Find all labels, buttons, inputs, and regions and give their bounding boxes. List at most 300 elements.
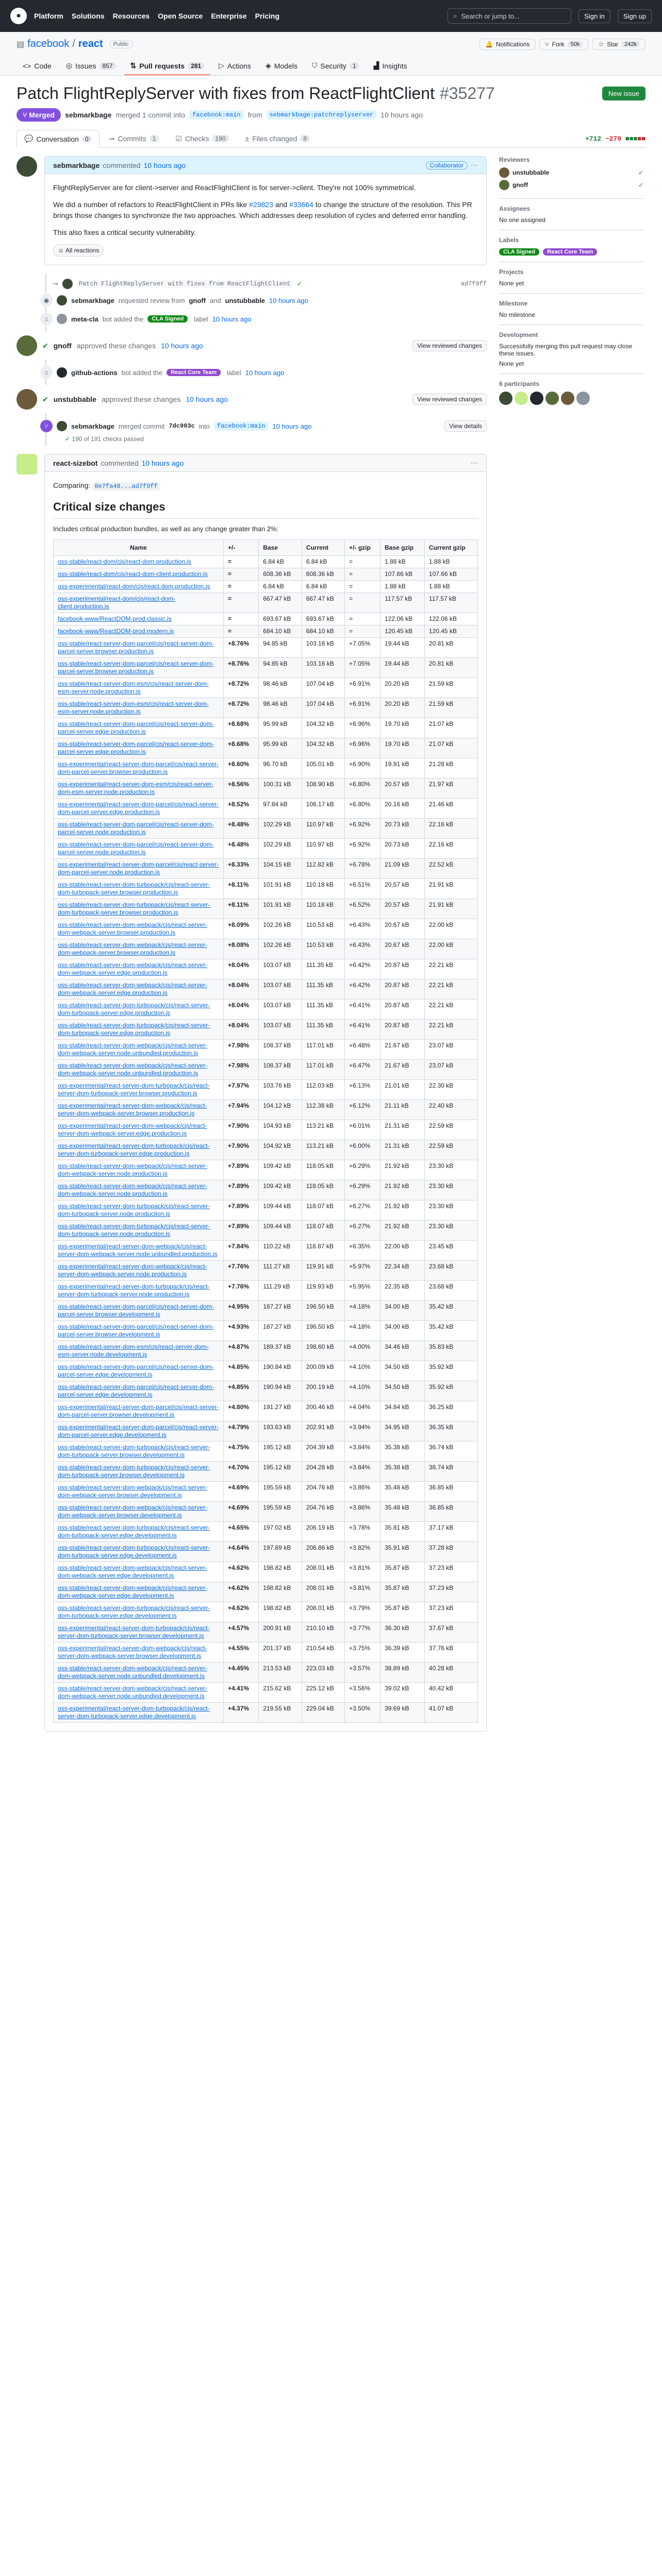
delta-cell: +8.48% <box>224 818 259 838</box>
avatar[interactable] <box>57 367 67 378</box>
bundle-name-cell <box>54 939 224 959</box>
bundle-name-cell <box>54 637 224 657</box>
base-gzip-cell: 20.57 kB <box>380 899 425 919</box>
bundle-link[interactable]: oss-stable/react-server-dom-turbopack/cjs/react-server-dom-turbopack-server.edge.development.js <box>58 1604 210 1619</box>
delta-gzip-cell: +6.13% <box>345 1079 380 1099</box>
tag-icon: ⌂ <box>40 366 53 379</box>
bundle-link[interactable]: oss-experimental/react-server-dom-turbopack/cjs/react-server-dom-turbopack-server.edge.production.js <box>58 1142 210 1157</box>
event-time[interactable]: 10 hours ago <box>269 296 308 304</box>
bundle-link[interactable]: oss-stable/react-server-dom-parcel/cjs/react-server-dom-parcel-server.browser.development.js <box>58 1302 214 1318</box>
current-gzip-cell: 36.85 kB <box>424 1481 477 1501</box>
bundle-link[interactable]: oss-stable/react-server-dom-webpack/cjs/react-server-dom-webpack-server.edge.development.js <box>58 1564 208 1579</box>
table-row <box>54 580 478 592</box>
bundle-link[interactable]: oss-stable/react-server-dom-turbopack/cjs/react-server-dom-turbopack-server.node.production.js <box>58 1202 210 1217</box>
bundle-link[interactable]: oss-experimental/react-server-dom-webpack/cjs/react-server-dom-webpack-server.browser.development.js <box>58 1644 207 1659</box>
bundle-name-cell <box>54 1019 224 1039</box>
base-gzip-cell: 20.73 kB <box>380 818 425 838</box>
base-cell: 187.27 kB <box>259 1320 302 1341</box>
base-gzip-cell: 21.67 kB <box>380 1039 425 1059</box>
current-cell: 204.76 kB <box>302 1481 344 1501</box>
base-branch[interactable]: facebook:main <box>214 421 269 431</box>
reviewer-item[interactable] <box>499 167 643 178</box>
section-title: Reviewers <box>499 156 530 163</box>
table-row <box>54 1200 478 1220</box>
delta-cell: +8.68% <box>224 738 259 758</box>
base-gzip-cell: 34.95 kB <box>380 1421 425 1441</box>
view-reviewed-changes-button[interactable]: View reviewed changes <box>412 340 487 351</box>
bundle-link[interactable]: oss-stable/react-server-dom-turbopack/cjs/react-server-dom-turbopack-server.node.production.js <box>58 1222 210 1238</box>
table-row <box>54 738 478 758</box>
bundle-link[interactable]: oss-stable/react-server-dom-turbopack/cjs/react-server-dom-turbopack-server.edge.production.js <box>58 1001 210 1016</box>
base-cell: 195.12 kB <box>259 1461 302 1481</box>
tab-models[interactable] <box>259 57 304 75</box>
current-gzip-cell: 120.45 kB <box>424 625 477 637</box>
avatar[interactable] <box>530 392 543 405</box>
avatar[interactable] <box>16 389 37 410</box>
merge-sha[interactable]: 7dc903c <box>169 422 195 430</box>
event-approved <box>16 385 487 414</box>
bundle-link[interactable]: oss-stable/react-server-dom-webpack/cjs/react-server-dom-webpack-server.node.unbundled.development.js <box>58 1684 208 1700</box>
notifications-button[interactable] <box>479 39 535 50</box>
base-branch[interactable]: facebook:main <box>189 110 244 120</box>
base-cell: 109.44 kB <box>259 1200 302 1220</box>
check-icon: ✓ <box>638 181 643 189</box>
tab-actions[interactable] <box>212 57 257 75</box>
event-actor[interactable]: github-actions <box>71 368 118 377</box>
table-row <box>54 1039 478 1059</box>
milestone-section <box>499 294 643 325</box>
table-row <box>54 979 478 999</box>
base-cell: 103.07 kB <box>259 1019 302 1039</box>
current-cell: 108.90 kB <box>302 778 344 798</box>
star-count: 242k <box>621 41 640 47</box>
repo-tabs <box>16 57 646 75</box>
event-actor[interactable]: sebmarkbage <box>71 422 114 430</box>
comment-time[interactable]: 10 hours ago <box>141 459 184 467</box>
bundle-link[interactable]: oss-stable/react-server-dom-webpack/cjs/react-server-dom-webpack-server.node.unbundled.production.js <box>58 1041 208 1057</box>
tab-label: Insights <box>382 61 407 70</box>
participants-avatars <box>499 392 643 405</box>
base-cell: 693.67 kB <box>259 613 302 625</box>
nav-pricing[interactable]: Pricing <box>255 12 280 20</box>
bundle-link[interactable]: oss-stable/react-server-dom-webpack/cjs/react-server-dom-webpack-server.browser.production.js <box>58 921 208 936</box>
delta-gzip-cell: +6.27% <box>345 1220 380 1240</box>
pr-link[interactable]: #29823 <box>249 200 273 209</box>
participants-section <box>499 374 643 411</box>
bundle-link[interactable]: oss-experimental/react-server-dom-parcel/cjs/react-server-dom-parcel-server.node.production.js <box>58 860 219 876</box>
checks-text: 190 of 191 checks passed <box>72 435 144 443</box>
section-title: Development <box>499 331 538 338</box>
comment-time[interactable]: 10 hours ago <box>143 161 186 170</box>
bundle-link[interactable]: oss-stable/react-server-dom-webpack/cjs/react-server-dom-webpack-server.node.production.js <box>58 1162 208 1177</box>
bundle-name-cell <box>54 959 224 979</box>
avatar[interactable] <box>499 392 512 405</box>
additions: +712 <box>585 134 602 143</box>
tab-checks[interactable] <box>168 130 236 147</box>
delta-gzip-cell: +6.42% <box>345 979 380 999</box>
event-time[interactable]: 10 hours ago <box>272 422 312 430</box>
pr-author[interactable]: sebmarkbage <box>65 111 112 119</box>
bundle-name-cell <box>54 838 224 858</box>
delta-cell: +7.89% <box>224 1200 259 1220</box>
current-cell: 103.16 kB <box>302 637 344 657</box>
tab-security[interactable] <box>306 57 366 75</box>
bundle-link[interactable]: oss-stable/react-server-dom-webpack/cjs/react-server-dom-webpack-server.edge.production.js <box>58 961 208 976</box>
avatar[interactable] <box>57 295 67 306</box>
avatar[interactable] <box>561 392 574 405</box>
base-gzip-cell: 35.87 kB <box>380 1582 425 1602</box>
delta-gzip-cell: +6.41% <box>345 1019 380 1039</box>
tab-count: 1 <box>350 62 359 70</box>
delta-gzip-cell: +6.52% <box>345 899 380 919</box>
reviewer-name[interactable]: unstubbable <box>225 296 265 304</box>
base-gzip-cell: 35.48 kB <box>380 1481 425 1501</box>
base-gzip-cell: 35.87 kB <box>380 1562 425 1582</box>
delta-cell: +8.72% <box>224 698 259 718</box>
repo-name-link[interactable]: react <box>78 38 103 49</box>
bundle-name-cell <box>54 1200 224 1220</box>
text: to change the structure of the resolution. This PR brings those changes to synchronize the two approaches. Which addresses deep resolution of cycles and deferred error handling. <box>53 200 472 219</box>
delta-cell: +7.97% <box>224 1079 259 1099</box>
current-cell: 200.09 kB <box>302 1361 344 1381</box>
bundle-link[interactable]: oss-stable/react-server-dom-turbopack/cjs/react-server-dom-turbopack-server.edge.development.js <box>58 1523 210 1539</box>
base-gzip-cell: 35.81 kB <box>380 1521 425 1541</box>
compare-link[interactable]: 0e7fa48...ad7f9ff <box>92 482 159 490</box>
table-row <box>54 592 478 613</box>
table-row <box>54 637 478 657</box>
delta-gzip-cell: +4.10% <box>345 1381 380 1401</box>
delta-gzip-cell: +3.81% <box>345 1562 380 1582</box>
bundle-link[interactable]: oss-experimental/react-server-dom-turbopack/cjs/react-server-dom-turbopack-server.browser.production.js <box>58 1081 210 1097</box>
delta-cell: +8.68% <box>224 718 259 738</box>
bundle-link[interactable]: oss-stable/react-server-dom-parcel/cjs/react-server-dom-parcel-server.browser.development.js <box>58 1323 214 1338</box>
delta-gzip-cell: +4.18% <box>345 1300 380 1320</box>
graph-icon: ▟ <box>373 61 379 70</box>
section-title: 6 participants <box>499 380 540 387</box>
base-gzip-cell: 36.30 kB <box>380 1622 425 1642</box>
delta-gzip-cell: +4.10% <box>345 1361 380 1381</box>
check-icon[interactable]: ✓ <box>296 280 303 287</box>
current-gzip-cell: 23.68 kB <box>424 1280 477 1300</box>
commit-message[interactable]: Patch FlightReplyServer with fixes from ReactFlightClient <box>77 280 292 288</box>
tab-conversation[interactable] <box>16 130 100 148</box>
current-gzip-cell: 22.52 kB <box>424 858 477 878</box>
bundle-link[interactable]: oss-stable/react-server-dom-parcel/cjs/react-server-dom-parcel-server.browser.production.js <box>58 659 214 675</box>
column-header: Base gzip <box>380 539 425 555</box>
bundle-link[interactable]: oss-stable/react-server-dom-webpack/cjs/react-server-dom-webpack-server.edge.development.js <box>58 1584 208 1599</box>
bundle-link[interactable]: oss-stable/react-server-dom-turbopack/cjs/react-server-dom-turbopack-server.browser.production.js <box>58 901 210 916</box>
nav-solutions[interactable]: Solutions <box>71 12 105 20</box>
merge-text: merged 1 commit into <box>115 111 185 119</box>
bundle-link[interactable]: oss-stable/react-server-dom-esm/cjs/react-server-dom-esm-server.node.development.js <box>58 1343 209 1358</box>
bundle-name-cell <box>54 555 224 568</box>
base-gzip-cell: 21.31 kB <box>380 1120 425 1140</box>
bundle-name-cell <box>54 613 224 625</box>
bundle-link[interactable]: oss-stable/react-server-dom-webpack/cjs/react-server-dom-webpack-server.node.production.js <box>58 1182 208 1197</box>
bundle-link[interactable]: oss-stable/react-server-dom-parcel/cjs/react-server-dom-parcel-server.node.production.js <box>58 840 214 856</box>
event-time[interactable]: 10 hours ago <box>186 395 228 403</box>
delta-cell: +8.60% <box>224 758 259 778</box>
avatar[interactable] <box>545 392 559 405</box>
current-cell: 112.38 kB <box>302 1099 344 1120</box>
nav-open-source[interactable]: Open Source <box>158 12 203 20</box>
base-gzip-cell: 34.00 kB <box>380 1320 425 1341</box>
head-branch[interactable]: sebmarkbage:patchreplyserver <box>267 110 377 120</box>
table-row <box>54 613 478 625</box>
bundle-link[interactable]: oss-stable/react-server-dom-turbopack/cjs/react-server-dom-turbopack-server.browser.production.js <box>58 880 210 896</box>
current-cell: 113.21 kB <box>302 1140 344 1160</box>
delta-gzip-cell: +6.01% <box>345 1120 380 1140</box>
pr-number: #35277 <box>439 84 495 103</box>
delta-gzip-cell: +6.91% <box>345 677 380 698</box>
delta-gzip-cell: +3.57% <box>345 1662 380 1682</box>
current-gzip-cell: 21.07 kB <box>424 718 477 738</box>
bundle-name-cell <box>54 1099 224 1120</box>
current-cell: 223.03 kB <box>302 1662 344 1682</box>
bundle-link[interactable]: facebook-www/ReactDOM-prod.modern.js <box>58 627 174 635</box>
bundle-link[interactable]: oss-stable/react-server-dom-webpack/cjs/react-server-dom-webpack-server.browser.development.js <box>58 1483 208 1499</box>
label-pill[interactable]: CLA Signed <box>147 315 188 323</box>
table-row <box>54 1662 478 1682</box>
current-cell: 225.12 kB <box>302 1682 344 1702</box>
tab-insights[interactable] <box>368 57 413 75</box>
delta-cell: +4.95% <box>224 1300 259 1320</box>
bundle-name-cell <box>54 657 224 677</box>
delta-gzip-cell: +6.27% <box>345 1200 380 1220</box>
new-issue-button[interactable]: New issue <box>602 87 646 100</box>
comment-box <box>44 156 487 265</box>
bundle-link[interactable]: oss-stable/react-server-dom-parcel/cjs/react-server-dom-parcel-server.browser.production.js <box>58 639 214 655</box>
bundle-link[interactable]: oss-stable/react-server-dom-parcel/cjs/react-server-dom-parcel-server.edge.development.js <box>58 1363 214 1378</box>
current-cell: 110.97 kB <box>302 838 344 858</box>
tab-count: 1 <box>150 135 159 142</box>
bundle-link[interactable]: oss-stable/react-server-dom-parcel/cjs/react-server-dom-parcel-server.edge.development.js <box>58 1383 214 1398</box>
table-row <box>54 657 478 677</box>
delta-cell: +4.70% <box>224 1461 259 1481</box>
bundle-link[interactable]: oss-stable/react-server-dom-parcel/cjs/react-server-dom-parcel-server.edge.production.js <box>58 740 214 755</box>
bundle-link[interactable]: oss-experimental/react-server-dom-webpack/cjs/react-server-dom-webpack-server.node.production.js <box>58 1262 207 1278</box>
fork-count: 50k <box>568 41 583 47</box>
current-gzip-cell: 23.30 kB <box>424 1220 477 1240</box>
comparing-line <box>53 480 478 491</box>
view-details-button[interactable]: View details <box>444 420 487 432</box>
bundle-link[interactable]: oss-experimental/react-server-dom-turbopack/cjs/react-server-dom-turbopack-server.node.production.js <box>58 1282 210 1298</box>
base-cell: 608.36 kB <box>259 568 302 580</box>
tab-issues[interactable] <box>60 57 122 75</box>
pr-link[interactable]: #33664 <box>289 200 313 209</box>
sign-up-button[interactable]: Sign up <box>618 9 652 23</box>
event-label-added <box>40 310 487 328</box>
commit-sha[interactable]: ad7f9ff <box>460 280 487 287</box>
bundle-link[interactable]: oss-stable/react-server-dom-webpack/cjs/react-server-dom-webpack-server.node.unbundled.development.js <box>58 1664 208 1680</box>
bundle-link[interactable]: oss-stable/react-dom/cjs/react-dom.production.js <box>58 557 191 565</box>
sign-in-button[interactable]: Sign in <box>578 9 610 23</box>
base-gzip-cell: 34.46 kB <box>380 1341 425 1361</box>
delta-cell: +8.11% <box>224 899 259 919</box>
column-header: +/- gzip <box>345 539 380 555</box>
base-cell: 103.07 kB <box>259 979 302 999</box>
tab-code[interactable] <box>16 57 58 75</box>
kebab-menu-icon[interactable]: ⋯ <box>471 161 478 169</box>
label-pill[interactable]: CLA Signed <box>499 248 539 256</box>
base-gzip-cell: 20.20 kB <box>380 677 425 698</box>
bundle-link[interactable]: oss-experimental/react-server-dom-parcel/cjs/react-server-dom-parcel-server.edge.production.js <box>58 800 219 816</box>
avatar[interactable] <box>57 421 67 431</box>
tab-pull-requests[interactable] <box>124 57 211 75</box>
comment-author[interactable]: sebmarkbage <box>53 161 100 170</box>
bundle-name-cell <box>54 1441 224 1461</box>
avatar[interactable] <box>16 335 37 356</box>
bundle-link[interactable]: oss-experimental/react-server-dom-webpack/cjs/react-server-dom-webpack-server.node.unbundled.production.js <box>58 1242 218 1258</box>
table-row <box>54 1421 478 1441</box>
bundle-link[interactable]: oss-stable/react-server-dom-turbopack/cjs/react-server-dom-turbopack-server.browser.development.js <box>58 1443 210 1459</box>
tab-commits[interactable] <box>102 130 167 147</box>
delta-cell: +4.85% <box>224 1361 259 1381</box>
bundle-link[interactable]: oss-experimental/react-server-dom-turbopack/cjs/react-server-dom-turbopack-server.edge.development.js <box>58 1704 210 1720</box>
bundle-link[interactable]: oss-stable/react-server-dom-turbopack/cjs/react-server-dom-turbopack-server.edge.production.js <box>58 1021 210 1037</box>
event-time[interactable]: 10 hours ago <box>245 368 285 377</box>
event-actor[interactable]: meta-cla <box>71 315 98 323</box>
bundle-link[interactable]: oss-stable/react-server-dom-webpack/cjs/react-server-dom-webpack-server.edge.production.js <box>58 981 208 996</box>
event-actor[interactable]: gnoff <box>53 342 72 350</box>
star-button[interactable] <box>592 39 646 50</box>
table-row <box>54 1019 478 1039</box>
current-gzip-cell: 23.30 kB <box>424 1200 477 1220</box>
table-row <box>54 758 478 778</box>
issue-icon: ◎ <box>65 61 73 70</box>
bundle-name-cell <box>54 568 224 580</box>
current-gzip-cell: 37.67 kB <box>424 1622 477 1642</box>
current-cell: 111.35 kB <box>302 999 344 1019</box>
reviewer-name[interactable]: gnoff <box>189 296 206 304</box>
current-cell: 118.07 kB <box>302 1200 344 1220</box>
bundle-link[interactable]: oss-experimental/react-server-dom-webpack/cjs/react-server-dom-webpack-server.browser.production.js <box>58 1101 207 1117</box>
delta-gzip-cell: +6.90% <box>345 758 380 778</box>
current-gzip-cell: 23.68 kB <box>424 1260 477 1280</box>
nav-platform[interactable]: Platform <box>34 12 63 20</box>
visibility-badge: Public <box>109 40 133 48</box>
eye-icon: ◉ <box>40 294 53 307</box>
base-gzip-cell: 34.50 kB <box>380 1381 425 1401</box>
bundle-link[interactable]: oss-experimental/react-dom/cjs/react-dom-client.production.js <box>58 595 176 610</box>
bundle-link[interactable]: oss-experimental/react-server-dom-turbopack/cjs/react-server-dom-turbopack-server.browser.development.js <box>58 1624 210 1639</box>
bundle-link[interactable]: oss-stable/react-server-dom-parcel/cjs/react-server-dom-parcel-server.edge.production.js <box>58 720 214 735</box>
delta-gzip-cell: +6.43% <box>345 919 380 939</box>
tab-count: 0 <box>82 135 92 143</box>
column-header: Current <box>302 539 344 555</box>
avatar[interactable] <box>515 392 528 405</box>
delta-cell: +7.90% <box>224 1140 259 1160</box>
base-cell: 193.63 kB <box>259 1421 302 1441</box>
current-cell: 208.01 kB <box>302 1582 344 1602</box>
bundle-link[interactable]: oss-experimental/react-server-dom-esm/cjs/react-server-dom-esm-server.node.production.js <box>58 780 214 795</box>
reviewer-item[interactable] <box>499 180 643 190</box>
bundle-link[interactable]: oss-experimental/react-dom/cjs/react-dom.production.js <box>58 582 210 590</box>
avatar[interactable] <box>62 279 73 289</box>
current-cell: 105.01 kB <box>302 758 344 778</box>
bundle-link[interactable]: oss-stable/react-dom/cjs/react-dom-client.production.js <box>58 570 208 578</box>
bundle-name-cell <box>54 1320 224 1341</box>
bundle-name-cell <box>54 919 224 939</box>
comment-author[interactable]: react-sizebot <box>53 459 98 467</box>
base-cell: 684.10 kB <box>259 625 302 637</box>
label-pill[interactable]: React Core Team <box>543 248 597 256</box>
bundle-link[interactable]: facebook-www/ReactDOM-prod.classic.js <box>58 615 172 622</box>
check-circle-icon: ✔ <box>42 341 48 350</box>
current-gzip-cell: 21.59 kB <box>424 677 477 698</box>
delta-cell: +8.76% <box>224 637 259 657</box>
fork-button[interactable] <box>539 39 588 50</box>
size-description: Includes critical production bundles, as well as any change greater than 2%: <box>53 525 279 533</box>
current-cell: 118.05 kB <box>302 1160 344 1180</box>
current-gzip-cell: 23.07 kB <box>424 1059 477 1079</box>
kebab-menu-icon[interactable]: ⋯ <box>471 459 478 467</box>
delta-gzip-cell: = <box>345 625 380 637</box>
nav-enterprise[interactable]: Enterprise <box>211 12 247 20</box>
bundle-link[interactable]: oss-stable/react-server-dom-esm/cjs/react-server-dom-esm-server.node.production.js <box>58 680 209 695</box>
bundle-link[interactable]: oss-experimental/react-server-dom-webpack/cjs/react-server-dom-webpack-server.edge.production.js <box>58 1122 207 1137</box>
tab-count: 190 <box>212 135 229 142</box>
table-row <box>54 1521 478 1541</box>
event-actor[interactable]: unstubbable <box>53 395 96 403</box>
event-time[interactable]: 10 hours ago <box>161 342 203 350</box>
avatar[interactable] <box>57 314 67 324</box>
base-cell: 190.84 kB <box>259 1361 302 1381</box>
delta-cell: +7.84% <box>224 1240 259 1260</box>
base-cell: 102.26 kB <box>259 919 302 939</box>
tab-label: Files changed <box>252 134 297 143</box>
base-cell: 104.15 kB <box>259 858 302 878</box>
bundle-link[interactable]: oss-experimental/react-server-dom-parcel/cjs/react-server-dom-parcel-server.browser.production.js <box>58 760 219 775</box>
bundle-name-cell <box>54 758 224 778</box>
base-cell: 667.47 kB <box>259 592 302 613</box>
bundle-link[interactable]: oss-stable/react-server-dom-webpack/cjs/react-server-dom-webpack-server.browser.production.js <box>58 941 208 956</box>
current-cell: 118.05 kB <box>302 1180 344 1200</box>
bundle-link[interactable]: oss-experimental/react-server-dom-parcel/cjs/react-server-dom-parcel-server.edge.development.js <box>58 1423 219 1438</box>
avatar[interactable] <box>16 454 37 474</box>
github-logo-icon[interactable]: ● <box>10 8 27 24</box>
base-gzip-cell: 120.45 kB <box>380 625 425 637</box>
nav-resources[interactable]: Resources <box>112 12 150 20</box>
bundle-link[interactable]: oss-stable/react-server-dom-turbopack/cjs/react-server-dom-turbopack-server.browser.development.js <box>58 1463 210 1479</box>
repo-owner-link[interactable]: facebook <box>27 38 70 49</box>
bell-icon: 🔔 <box>485 40 493 48</box>
bundle-link[interactable]: oss-stable/react-server-dom-webpack/cjs/react-server-dom-webpack-server.node.unbundled.production.js <box>58 1061 208 1077</box>
bundle-name-cell <box>54 1120 224 1140</box>
bundle-link[interactable]: oss-experimental/react-server-dom-parcel/cjs/react-server-dom-parcel-server.browser.development.js <box>58 1403 219 1418</box>
bundle-link[interactable]: oss-stable/react-server-dom-webpack/cjs/react-server-dom-webpack-server.browser.development.js <box>58 1503 208 1519</box>
table-row <box>54 778 478 798</box>
label-pill[interactable]: React Core Team <box>167 369 221 376</box>
search-input[interactable] <box>448 8 571 24</box>
timeline-events <box>45 360 487 385</box>
column-header: Name <box>54 539 224 555</box>
avatar[interactable] <box>576 392 590 405</box>
bundle-link[interactable]: oss-stable/react-server-dom-esm/cjs/react-server-dom-esm-server.node.production.js <box>58 700 209 715</box>
bundle-link[interactable]: oss-stable/react-server-dom-parcel/cjs/react-server-dom-parcel-server.node.production.js <box>58 820 214 836</box>
bundle-link[interactable]: oss-stable/react-server-dom-turbopack/cjs/react-server-dom-turbopack-server.edge.development.js <box>58 1544 210 1559</box>
search-icon: ⌕ <box>453 12 457 20</box>
event-actor[interactable]: sebmarkbage <box>71 296 114 304</box>
event-time[interactable]: 10 hours ago <box>212 315 252 323</box>
view-reviewed-changes-button[interactable]: View reviewed changes <box>412 394 487 405</box>
event-text: bot added the <box>102 315 144 323</box>
delta-gzip-cell: +3.78% <box>345 1521 380 1541</box>
current-cell: 204.39 kB <box>302 1441 344 1461</box>
avatar[interactable] <box>16 156 37 177</box>
reactions-button[interactable] <box>53 244 104 257</box>
tab-files-changed[interactable] <box>238 130 318 147</box>
